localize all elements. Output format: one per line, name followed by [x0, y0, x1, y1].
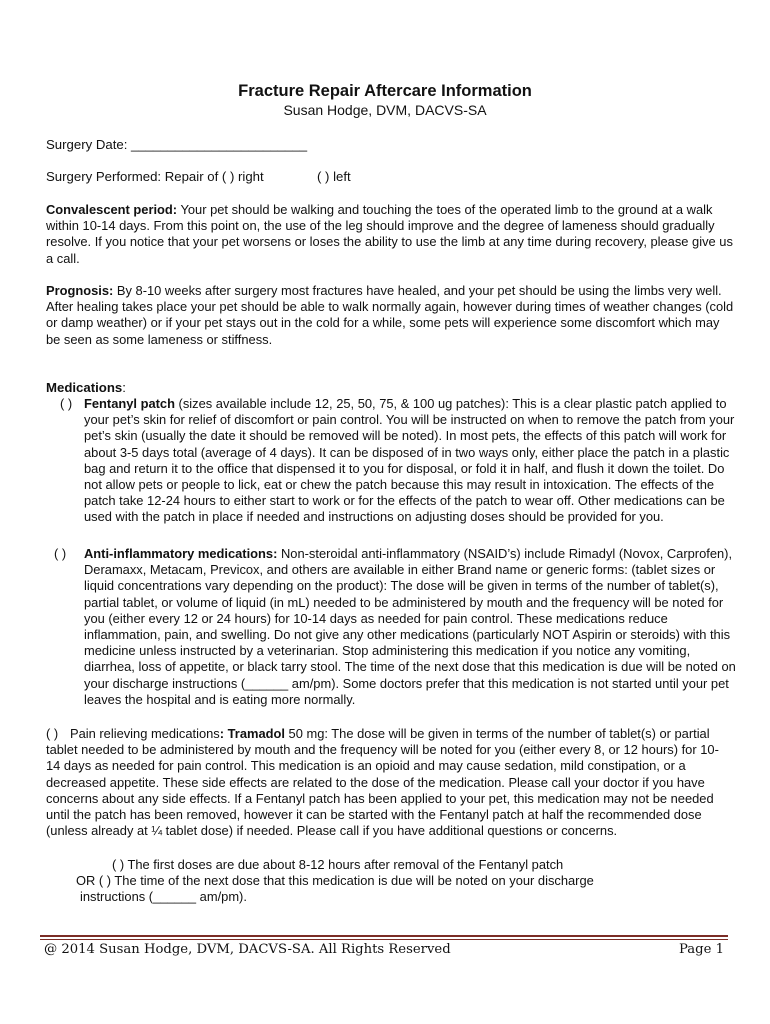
nsaid-text: Non-steroidal anti-inflammatory (NSAID’s) include Rimadyl (Novox, Carprofen), Deramaxx, Metacam, Previcox, and others are available in either Brand name or generic forms: (tablet sizes or liquid concentrations vary depending on the product): The dose will be given in terms of the number of tablet(s), partial tablet, or volume of liquid (in mL) needed to be administered by mouth and the frequency will be noted for you (either every 12 or 24 hours) for 10-14 days as needed for pain control. These medications reduce inflammation, pain, and swelling. Do not give any other medications (particularly NOT Aspirin or steroids) with this medicine unless instructed by a veterinarian. Stop administering this medication if you notice any vomiting, diarrhea, loss of appetite, or black tarry stool. The time of the next dose that this medication is due will be noted on your discharge instructions (______ am/pm). Some doctors prefer that this medication is not started until your pet leaves the hospital and is eating more normally.: [84, 546, 736, 707]
surgery-performed-field: Surgery Performed: Repair of ( ) right: [46, 169, 264, 184]
fentanyl-body: [84, 396, 736, 526]
fentanyl-checkbox-mark: ( ): [60, 396, 73, 411]
surgery-date-field: Surgery Date: ________________________: [46, 137, 308, 152]
document-author: Susan Hodge, DVM, DACVS-SA: [283, 102, 487, 118]
footer-rule-thick: [40, 935, 728, 937]
footer-page-number: Page 1: [679, 942, 724, 957]
fentanyl-name: Fentanyl patch: [84, 396, 175, 411]
prognosis-text: By 8-10 weeks after surgery most fractures have healed, and your pet should be using the limbs very well. After healing takes place your pet should be able to walk normally again, however during times of weather changes (cold or damp weather) or if your pet stays out in the cold for a while, some pets will experience some discomfort which may be seen as some lameness or stiffness.: [46, 283, 734, 347]
nsaid-checkbox-mark: ( ): [54, 546, 67, 561]
tramadol-checkbox-mark: ( ): [46, 726, 59, 741]
convalescent-text: Your pet should be walking and touching the toes of the operated limb to the ground at a walk within 10-14 days. From this point on, the use of the leg should improve and the degree of lameness should gradually resolve. If you notice that your pet worsens or loses the ability to use the limb at any time during recovery, please give us a call.: [46, 202, 733, 266]
nsaid-name: Anti-inflammatory medications:: [84, 546, 278, 561]
prognosis-label: Prognosis:: [46, 283, 114, 298]
fentanyl-text: (sizes available include 12, 25, 50, 75, & 100 ug patches): This is a clear plastic patch applied to your pet’s skin for relief of discomfort or pain control. You will be instructed on when to remove the patch from your pet’s skin (usually the date it should be removed will be noted). In most pets, the effects of this patch will work for about 3-5 days total (average of 4 days). It can be disposed of in two ways only, either place the patch in a plastic bag and return it to the office that dispensed it to you for disposal, or fold it in half, and flush it down the toilet. Do not allow pets or people to lick, eat or chew the patch because this may result in intoxication. The effects of the patch take 12-24 hours to either start to work or for the effects of the patch to wear off. Other medications can be used with the patch in place if needed and instructions on adjusting doses should be provided for you.: [84, 396, 735, 525]
tramadol-option-first-dose: ( ) The first doses are due about 8-12 hours after removal of the Fentanyl patch: [112, 857, 564, 872]
left-option: ( ) left: [317, 169, 351, 184]
tramadol-lead: Pain relieving medications: [70, 726, 220, 741]
medications-heading-text: Medications: [46, 380, 123, 395]
footer-copyright: @ 2014 Susan Hodge, DVM, DACVS-SA. All Rights Reserved: [44, 942, 451, 957]
medications-heading: [46, 380, 126, 395]
convalescent-paragraph: [46, 202, 736, 267]
tramadol-option-next-dose: OR ( ) The time of the next dose that this medication is due will be noted on your discharge: [76, 873, 594, 888]
medications-heading-colon: :: [122, 380, 126, 395]
tramadol-colon: :: [219, 726, 225, 741]
tramadol-option-next-dose-cont: instructions (______ am/pm).: [80, 889, 247, 904]
tramadol-name: Tramadol: [224, 726, 285, 741]
tramadol-text: 50 mg: The dose will be given in terms of the number of tablet(s) or partial tablet needed to be administered by mouth and the frequency will be noted for you (either every 8, or 12 hours) for 10-14 days as needed for pain control. This medication is an opioid and may cause sedation, mild constipation, or a decreased appetite. These side effects are related to the dose of the medication. Please call your doctor if you have concerns about any side effects. If a Fentanyl patch has been applied to your pet, this medication may not be needed until the patch has been removed, however it can be started with the Fentanyl patch at half the recommended dose (unless already at ¼ tablet dose) if needed. Please call if you have additional questions or concerns.: [46, 726, 719, 839]
nsaid-item: [46, 546, 736, 724]
fentanyl-item: [46, 396, 736, 541]
prognosis-paragraph: [46, 283, 736, 348]
document-title: Fracture Repair Aftercare Information: [238, 82, 532, 100]
tramadol-body: [46, 726, 730, 839]
nsaid-body: [84, 546, 736, 708]
footer-rule-thin: [40, 939, 728, 940]
convalescent-label: Convalescent period:: [46, 202, 178, 217]
